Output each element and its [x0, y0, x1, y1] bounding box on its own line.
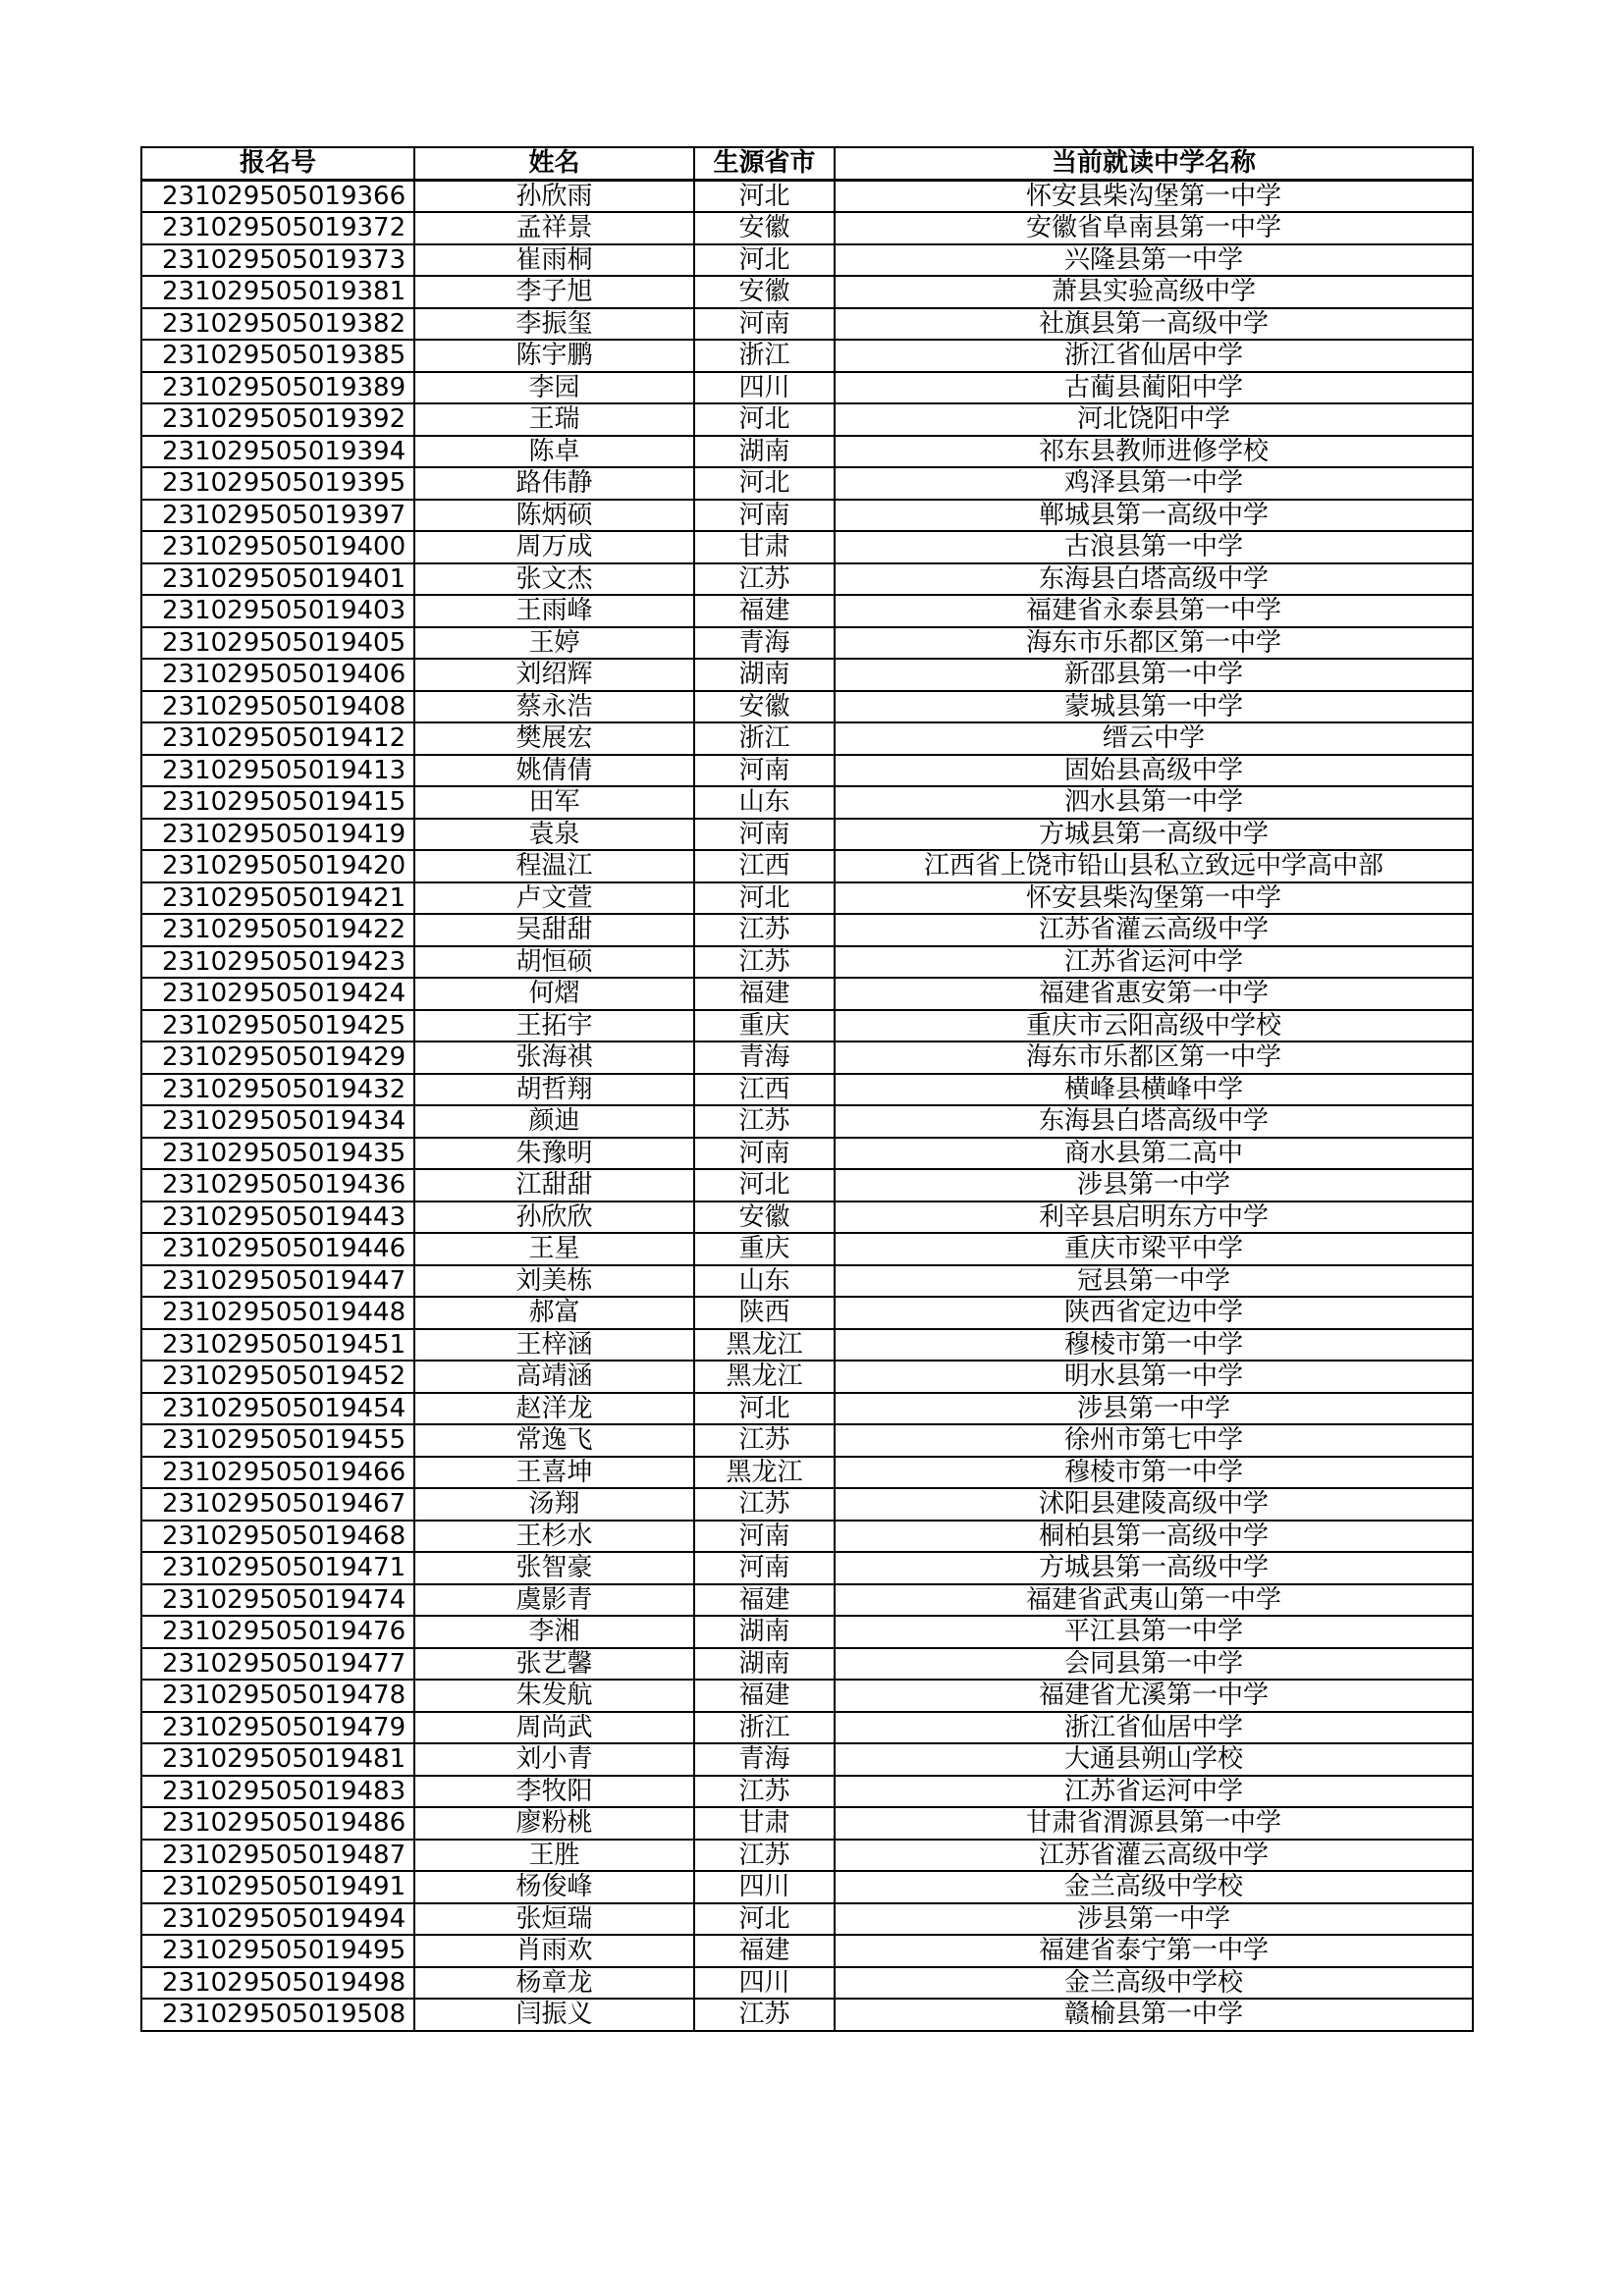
current-school-cell: 固始县高级中学 [835, 755, 1473, 787]
registration-number-cell: 231029505019406 [141, 659, 414, 691]
table-row [141, 436, 1473, 468]
registration-number-cell: 231029505019495 [141, 1935, 414, 1967]
registration-number-cell: 231029505019413 [141, 755, 414, 787]
registration-number-cell: 231029505019448 [141, 1297, 414, 1329]
registration-number-cell: 231029505019486 [141, 1807, 414, 1840]
current-school-cell: 新邵县第一中学 [835, 659, 1473, 691]
current-school-cell: 福建省尤溪第一中学 [835, 1680, 1473, 1712]
current-school-cell: 鸡泽县第一中学 [835, 467, 1473, 500]
registration-number-cell: 231029505019382 [141, 308, 414, 341]
registration-number-cell: 231029505019435 [141, 1138, 414, 1170]
source-province-cell: 四川 [694, 372, 835, 404]
current-school-cell: 商水县第二高中 [835, 1138, 1473, 1170]
student-name-cell: 胡哲翔 [414, 1074, 694, 1106]
source-province-cell: 河北 [694, 1169, 835, 1201]
source-province-cell: 江西 [694, 850, 835, 882]
source-province-cell: 陕西 [694, 1297, 835, 1329]
registration-number-cell: 231029505019429 [141, 1041, 414, 1074]
source-province-cell: 浙江 [694, 1712, 835, 1744]
source-province-cell: 河南 [694, 1552, 835, 1584]
table-row [141, 1105, 1473, 1138]
source-province-cell: 湖南 [694, 1616, 835, 1648]
registration-number-cell: 231029505019477 [141, 1648, 414, 1681]
current-school-cell: 蒙城县第一中学 [835, 691, 1473, 723]
header-current-school: 当前就读中学名称 [835, 147, 1473, 180]
registration-number-cell: 231029505019412 [141, 722, 414, 755]
table-row [141, 1074, 1473, 1106]
current-school-cell: 穆棱市第一中学 [835, 1329, 1473, 1362]
registration-number-cell: 231029505019508 [141, 1999, 414, 2031]
table-row [141, 1903, 1473, 1936]
current-school-cell: 甘肃省渭源县第一中学 [835, 1807, 1473, 1840]
source-province-cell: 河北 [694, 1393, 835, 1425]
table-row [141, 1680, 1473, 1712]
source-province-cell: 黑龙江 [694, 1329, 835, 1362]
table-row [141, 722, 1473, 755]
student-name-cell: 蔡永浩 [414, 691, 694, 723]
source-province-cell: 湖南 [694, 659, 835, 691]
registration-number-cell: 231029505019447 [141, 1265, 414, 1298]
student-name-cell: 高靖涵 [414, 1361, 694, 1393]
current-school-cell: 明水县第一中学 [835, 1361, 1473, 1393]
student-name-cell: 刘绍辉 [414, 659, 694, 691]
current-school-cell: 福建省武夷山第一中学 [835, 1584, 1473, 1617]
table-row [141, 1712, 1473, 1744]
student-name-cell: 张海祺 [414, 1041, 694, 1074]
source-province-cell: 安徽 [694, 691, 835, 723]
student-name-cell: 周万成 [414, 531, 694, 563]
table-row [141, 659, 1473, 691]
source-province-cell: 安徽 [694, 276, 835, 308]
table-row [141, 1169, 1473, 1201]
source-province-cell: 甘肃 [694, 531, 835, 563]
student-name-cell: 吴甜甜 [414, 914, 694, 946]
current-school-cell: 社旗县第一高级中学 [835, 308, 1473, 341]
source-province-cell: 安徽 [694, 212, 835, 244]
source-province-cell: 河北 [694, 403, 835, 436]
table-row [141, 244, 1473, 277]
source-province-cell: 河北 [694, 180, 835, 212]
table-row [141, 1743, 1473, 1776]
student-name-cell: 张智豪 [414, 1552, 694, 1584]
student-name-cell: 赵洋龙 [414, 1393, 694, 1425]
student-name-cell: 孙欣欣 [414, 1201, 694, 1234]
student-name-cell: 张烜瑞 [414, 1903, 694, 1936]
registration-number-cell: 231029505019455 [141, 1424, 414, 1457]
student-name-cell: 张文杰 [414, 563, 694, 596]
registration-number-cell: 231029505019483 [141, 1776, 414, 1808]
source-province-cell: 黑龙江 [694, 1457, 835, 1489]
registration-number-cell: 231029505019476 [141, 1616, 414, 1648]
registration-number-cell: 231029505019389 [141, 372, 414, 404]
current-school-cell: 大通县朔山学校 [835, 1743, 1473, 1776]
table-row [141, 882, 1473, 915]
registration-number-cell: 231029505019498 [141, 1967, 414, 2000]
table-row [141, 1552, 1473, 1584]
table-row [141, 1840, 1473, 1872]
registration-number-cell: 231029505019397 [141, 500, 414, 532]
registration-number-cell: 231029505019478 [141, 1680, 414, 1712]
table-row [141, 1297, 1473, 1329]
source-province-cell: 浙江 [694, 340, 835, 372]
student-name-cell: 何熠 [414, 978, 694, 1010]
table-row [141, 1329, 1473, 1362]
table-row [141, 340, 1473, 372]
current-school-cell: 金兰高级中学校 [835, 1871, 1473, 1903]
student-name-cell: 杨章龙 [414, 1967, 694, 2000]
table-row [141, 1265, 1473, 1298]
table-row [141, 978, 1473, 1010]
source-province-cell: 河北 [694, 1903, 835, 1936]
student-name-cell: 常逸飞 [414, 1424, 694, 1457]
source-province-cell: 江苏 [694, 914, 835, 946]
table-row [141, 595, 1473, 627]
student-name-cell: 朱豫明 [414, 1138, 694, 1170]
table-row [141, 946, 1473, 979]
table-row [141, 627, 1473, 660]
current-school-cell: 江苏省运河中学 [835, 946, 1473, 979]
table-row [141, 308, 1473, 341]
table-row [141, 1233, 1473, 1265]
table-row [141, 403, 1473, 436]
registration-number-cell: 231029505019424 [141, 978, 414, 1010]
current-school-cell: 赣榆县第一中学 [835, 1999, 1473, 2031]
registration-number-cell: 231029505019401 [141, 563, 414, 596]
registration-number-cell: 231029505019400 [141, 531, 414, 563]
current-school-cell: 沭阳县建陵高级中学 [835, 1488, 1473, 1521]
registration-number-cell: 231029505019425 [141, 1010, 414, 1042]
source-province-cell: 江苏 [694, 1776, 835, 1808]
student-name-cell: 周尚武 [414, 1712, 694, 1744]
current-school-cell: 郸城县第一高级中学 [835, 500, 1473, 532]
admission-list-table [140, 146, 1474, 2032]
registration-number-cell: 231029505019423 [141, 946, 414, 979]
student-name-cell: 崔雨桐 [414, 244, 694, 277]
registration-number-cell: 231029505019403 [141, 595, 414, 627]
source-province-cell: 甘肃 [694, 1807, 835, 1840]
current-school-cell: 方城县第一高级中学 [835, 819, 1473, 851]
student-name-cell: 虞影青 [414, 1584, 694, 1617]
source-province-cell: 青海 [694, 1041, 835, 1074]
source-province-cell: 山东 [694, 1265, 835, 1298]
table-row [141, 1201, 1473, 1234]
registration-number-cell: 231029505019451 [141, 1329, 414, 1362]
source-province-cell: 福建 [694, 595, 835, 627]
table-row [141, 1871, 1473, 1903]
student-name-cell: 刘美栋 [414, 1265, 694, 1298]
student-name-cell: 王胜 [414, 1840, 694, 1872]
current-school-cell: 安徽省阜南县第一中学 [835, 212, 1473, 244]
student-name-cell: 王瑞 [414, 403, 694, 436]
current-school-cell: 桐柏县第一高级中学 [835, 1521, 1473, 1553]
table-row [141, 1999, 1473, 2031]
source-province-cell: 河南 [694, 755, 835, 787]
student-name-cell: 颜迪 [414, 1105, 694, 1138]
current-school-cell: 江苏省灌云高级中学 [835, 1840, 1473, 1872]
registration-number-cell: 231029505019467 [141, 1488, 414, 1521]
student-name-cell: 王雨峰 [414, 595, 694, 627]
header-name: 姓名 [414, 147, 694, 180]
header-row [141, 147, 1473, 180]
source-province-cell: 青海 [694, 627, 835, 660]
registration-number-cell: 231029505019479 [141, 1712, 414, 1744]
registration-number-cell: 231029505019487 [141, 1840, 414, 1872]
student-name-cell: 王拓宇 [414, 1010, 694, 1042]
current-school-cell: 缙云中学 [835, 722, 1473, 755]
source-province-cell: 浙江 [694, 722, 835, 755]
student-name-cell: 朱发航 [414, 1680, 694, 1712]
source-province-cell: 江苏 [694, 563, 835, 596]
registration-number-cell: 231029505019468 [141, 1521, 414, 1553]
student-name-cell: 陈炳硕 [414, 500, 694, 532]
registration-number-cell: 231029505019491 [141, 1871, 414, 1903]
table-row [141, 1935, 1473, 1967]
current-school-cell: 古浪县第一中学 [835, 531, 1473, 563]
current-school-cell: 平江县第一中学 [835, 1616, 1473, 1648]
current-school-cell: 福建省永泰县第一中学 [835, 595, 1473, 627]
student-name-cell: 程温江 [414, 850, 694, 882]
student-name-cell: 肖雨欢 [414, 1935, 694, 1967]
source-province-cell: 安徽 [694, 1201, 835, 1234]
current-school-cell: 东海县白塔高级中学 [835, 1105, 1473, 1138]
table-row [141, 563, 1473, 596]
registration-number-cell: 231029505019405 [141, 627, 414, 660]
table-row [141, 755, 1473, 787]
student-name-cell: 李湘 [414, 1616, 694, 1648]
current-school-cell: 江西省上饶市铅山县私立致远中学高中部 [835, 850, 1473, 882]
registration-number-cell: 231029505019494 [141, 1903, 414, 1936]
header-source-province: 生源省市 [694, 147, 835, 180]
student-name-cell: 胡恒硕 [414, 946, 694, 979]
table-row [141, 531, 1473, 563]
source-province-cell: 江苏 [694, 1999, 835, 2031]
registration-number-cell: 231029505019432 [141, 1074, 414, 1106]
registration-number-cell: 231029505019392 [141, 403, 414, 436]
current-school-cell: 河北饶阳中学 [835, 403, 1473, 436]
registration-number-cell: 231029505019454 [141, 1393, 414, 1425]
table-row [141, 1138, 1473, 1170]
student-name-cell: 闫振义 [414, 1999, 694, 2031]
table-row [141, 1424, 1473, 1457]
table-row [141, 467, 1473, 500]
current-school-cell: 福建省泰宁第一中学 [835, 1935, 1473, 1967]
source-province-cell: 福建 [694, 978, 835, 1010]
current-school-cell: 古蔺县蔺阳中学 [835, 372, 1473, 404]
source-province-cell: 福建 [694, 1935, 835, 1967]
registration-number-cell: 231029505019446 [141, 1233, 414, 1265]
student-name-cell: 路伟静 [414, 467, 694, 500]
student-name-cell: 王星 [414, 1233, 694, 1265]
source-province-cell: 河南 [694, 1138, 835, 1170]
current-school-cell: 方城县第一高级中学 [835, 1552, 1473, 1584]
registration-number-cell: 231029505019443 [141, 1201, 414, 1234]
table-row [141, 212, 1473, 244]
student-name-cell: 王梓涵 [414, 1329, 694, 1362]
current-school-cell: 涉县第一中学 [835, 1903, 1473, 1936]
registration-number-cell: 231029505019419 [141, 819, 414, 851]
current-school-cell: 江苏省灌云高级中学 [835, 914, 1473, 946]
registration-number-cell: 231029505019373 [141, 244, 414, 277]
current-school-cell: 江苏省运河中学 [835, 1776, 1473, 1808]
registration-number-cell: 231029505019434 [141, 1105, 414, 1138]
table-row [141, 691, 1473, 723]
table-row [141, 276, 1473, 308]
current-school-cell: 萧县实验高级中学 [835, 276, 1473, 308]
student-name-cell: 王喜坤 [414, 1457, 694, 1489]
registration-number-cell: 231029505019394 [141, 436, 414, 468]
current-school-cell: 利辛县启明东方中学 [835, 1201, 1473, 1234]
current-school-cell: 怀安县柴沟堡第一中学 [835, 882, 1473, 915]
source-province-cell: 河南 [694, 819, 835, 851]
source-province-cell: 重庆 [694, 1233, 835, 1265]
student-name-cell: 王杉水 [414, 1521, 694, 1553]
table-row [141, 1776, 1473, 1808]
table-row [141, 180, 1473, 212]
student-name-cell: 李振玺 [414, 308, 694, 341]
table-row [141, 1616, 1473, 1648]
student-name-cell: 郝富 [414, 1297, 694, 1329]
table-body [141, 180, 1473, 2031]
current-school-cell: 重庆市云阳高级中学校 [835, 1010, 1473, 1042]
student-name-cell: 孙欣雨 [414, 180, 694, 212]
registration-number-cell: 231029505019420 [141, 850, 414, 882]
source-province-cell: 河北 [694, 882, 835, 915]
registration-number-cell: 231029505019474 [141, 1584, 414, 1617]
current-school-cell: 东海县白塔高级中学 [835, 563, 1473, 596]
source-province-cell: 青海 [694, 1743, 835, 1776]
source-province-cell: 河北 [694, 244, 835, 277]
current-school-cell: 浙江省仙居中学 [835, 1712, 1473, 1744]
table-row [141, 1488, 1473, 1521]
student-name-cell: 汤翔 [414, 1488, 694, 1521]
registration-number-cell: 231029505019395 [141, 467, 414, 500]
table-row [141, 372, 1473, 404]
table-row [141, 914, 1473, 946]
source-province-cell: 四川 [694, 1967, 835, 2000]
registration-number-cell: 231029505019471 [141, 1552, 414, 1584]
student-name-cell: 张艺馨 [414, 1648, 694, 1681]
student-name-cell: 卢文萱 [414, 882, 694, 915]
current-school-cell: 泗水县第一中学 [835, 786, 1473, 819]
source-province-cell: 江苏 [694, 1105, 835, 1138]
current-school-cell: 会同县第一中学 [835, 1648, 1473, 1681]
student-name-cell: 袁泉 [414, 819, 694, 851]
current-school-cell: 陕西省定边中学 [835, 1297, 1473, 1329]
source-province-cell: 福建 [694, 1680, 835, 1712]
registration-number-cell: 231029505019408 [141, 691, 414, 723]
table-row [141, 786, 1473, 819]
student-name-cell: 陈卓 [414, 436, 694, 468]
current-school-cell: 海东市乐都区第一中学 [835, 1041, 1473, 1074]
header-registration-number: 报名号 [141, 147, 414, 180]
source-province-cell: 湖南 [694, 436, 835, 468]
student-name-cell: 廖粉桃 [414, 1807, 694, 1840]
source-province-cell: 河南 [694, 500, 835, 532]
source-province-cell: 福建 [694, 1584, 835, 1617]
current-school-cell: 金兰高级中学校 [835, 1967, 1473, 2000]
current-school-cell: 浙江省仙居中学 [835, 340, 1473, 372]
table-header [141, 147, 1473, 180]
table-row [141, 1807, 1473, 1840]
source-province-cell: 河南 [694, 1521, 835, 1553]
table-row [141, 1361, 1473, 1393]
current-school-cell: 横峰县横峰中学 [835, 1074, 1473, 1106]
source-province-cell: 江苏 [694, 1424, 835, 1457]
registration-number-cell: 231029505019381 [141, 276, 414, 308]
table-row [141, 1648, 1473, 1681]
table-row [141, 1041, 1473, 1074]
source-province-cell: 湖南 [694, 1648, 835, 1681]
source-province-cell: 江苏 [694, 1488, 835, 1521]
current-school-cell: 重庆市梁平中学 [835, 1233, 1473, 1265]
table-row [141, 1967, 1473, 2000]
source-province-cell: 江苏 [694, 1840, 835, 1872]
student-name-cell: 王婷 [414, 627, 694, 660]
registration-number-cell: 231029505019481 [141, 1743, 414, 1776]
table-row [141, 500, 1473, 532]
table-row [141, 1393, 1473, 1425]
registration-number-cell: 231029505019421 [141, 882, 414, 915]
student-name-cell: 姚倩倩 [414, 755, 694, 787]
current-school-cell: 涉县第一中学 [835, 1169, 1473, 1201]
student-name-cell: 孟祥景 [414, 212, 694, 244]
source-province-cell: 河北 [694, 467, 835, 500]
source-province-cell: 江西 [694, 1074, 835, 1106]
student-name-cell: 田军 [414, 786, 694, 819]
current-school-cell: 徐州市第七中学 [835, 1424, 1473, 1457]
student-name-cell: 陈宇鹏 [414, 340, 694, 372]
table-row [141, 819, 1473, 851]
source-province-cell: 山东 [694, 786, 835, 819]
table-row [141, 1584, 1473, 1617]
registration-number-cell: 231029505019366 [141, 180, 414, 212]
student-name-cell: 杨俊峰 [414, 1871, 694, 1903]
student-name-cell: 李牧阳 [414, 1776, 694, 1808]
current-school-cell: 冠县第一中学 [835, 1265, 1473, 1298]
table-row [141, 1010, 1473, 1042]
source-province-cell: 江苏 [694, 946, 835, 979]
current-school-cell: 穆棱市第一中学 [835, 1457, 1473, 1489]
current-school-cell: 怀安县柴沟堡第一中学 [835, 180, 1473, 212]
registration-number-cell: 231029505019415 [141, 786, 414, 819]
registration-number-cell: 231029505019452 [141, 1361, 414, 1393]
student-name-cell: 江甜甜 [414, 1169, 694, 1201]
registration-number-cell: 231029505019372 [141, 212, 414, 244]
source-province-cell: 黑龙江 [694, 1361, 835, 1393]
source-province-cell: 河南 [694, 308, 835, 341]
source-province-cell: 重庆 [694, 1010, 835, 1042]
student-name-cell: 刘小青 [414, 1743, 694, 1776]
table-row [141, 850, 1473, 882]
table-row [141, 1457, 1473, 1489]
current-school-cell: 涉县第一中学 [835, 1393, 1473, 1425]
registration-number-cell: 231029505019422 [141, 914, 414, 946]
registration-number-cell: 231029505019436 [141, 1169, 414, 1201]
current-school-cell: 福建省惠安第一中学 [835, 978, 1473, 1010]
current-school-cell: 祁东县教师进修学校 [835, 436, 1473, 468]
registration-number-cell: 231029505019466 [141, 1457, 414, 1489]
current-school-cell: 海东市乐都区第一中学 [835, 627, 1473, 660]
registration-number-cell: 231029505019385 [141, 340, 414, 372]
student-name-cell: 李园 [414, 372, 694, 404]
source-province-cell: 四川 [694, 1871, 835, 1903]
current-school-cell: 兴隆县第一中学 [835, 244, 1473, 277]
student-name-cell: 樊展宏 [414, 722, 694, 755]
student-name-cell: 李子旭 [414, 276, 694, 308]
table-row [141, 1521, 1473, 1553]
